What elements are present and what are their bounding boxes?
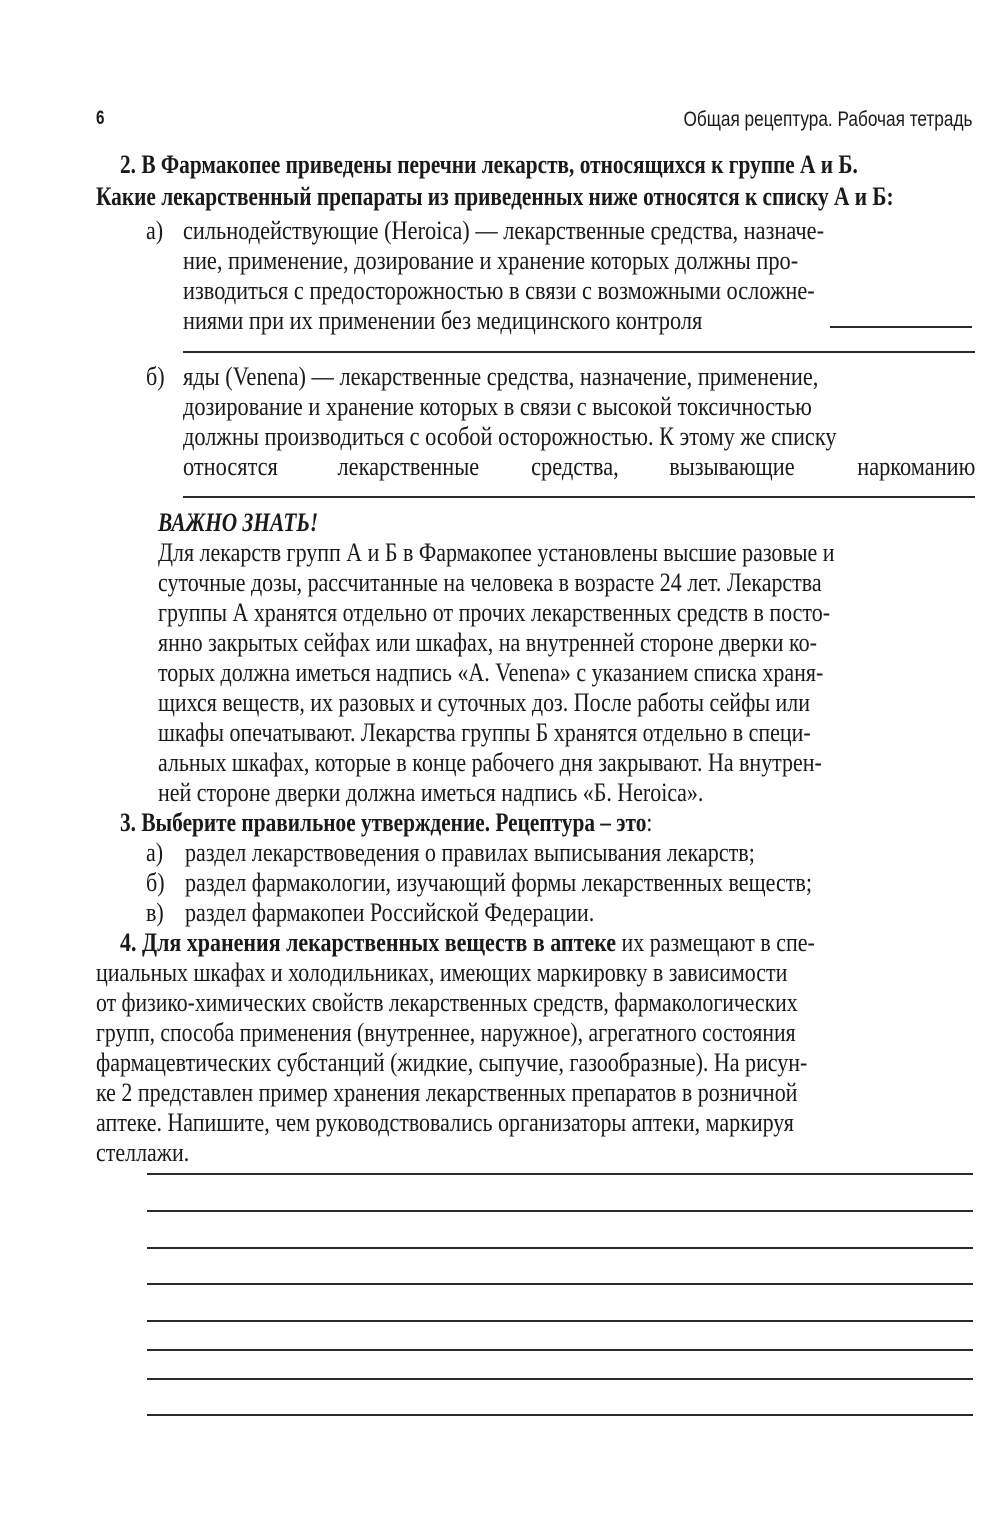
important-line: альных шкафах, которые в конце рабочего дня закрывают. На внутрен- [158,748,822,777]
q2-a-answer-line[interactable] [830,326,972,328]
important-line: суточные дозы, рассчитанные на человека в возрасте 24 лет. Лекарства [158,568,822,597]
q2-b-line: дозирование и хранение которых в связи с высокой токсичностью [183,392,812,421]
q3-option-text: раздел фармакопеи Российской Федерации. [185,898,595,927]
answer-line[interactable] [147,1378,973,1380]
q2-b-line: должны производиться с особой осторожностью. К этому же списку [183,422,837,451]
q2-a-line: изводиться с предосторожностью в связи с возможными осложне- [183,276,815,305]
running-title: Общая рецептура. Рабочая тетрадь [682,108,972,131]
answer-line[interactable] [147,1349,973,1351]
q3-title-bold: 3. Выберите правильное утверждение. Рецептура – это [120,808,647,837]
q4-line: аптеке. Напишите, чем руководствовались организаторы аптеки, маркируя [96,1108,794,1137]
q4-line: циальных шкафах и холодильниках, имеющих маркировку в зависимости [96,958,788,987]
q2-b-line: яды (Venena) — лекарственные средства, назначение, применение, [183,362,819,391]
important-line: группы А хранятся отдельно от прочих лекарственных средств в посто- [158,598,831,627]
q2-a-line: сильнодействующие (Heroica) — лекарственные средства, назначе- [183,216,825,245]
q2-b-answer-line[interactable] [183,496,975,498]
q3-option-label: б) [146,868,165,897]
q4-line: ке 2 представлен пример хранения лекарственных препаратов в розничной [96,1078,798,1107]
page-number: 6 [96,108,105,129]
word: лекарственные [337,452,480,481]
important-line: шкафы опечатывают. Лекарства группы Б хранятся отдельно в специ- [158,718,811,747]
important-line: янно закрытых сейфах или шкафах, на внутренней стороне дверки ко- [158,628,817,657]
answer-line[interactable] [147,1247,973,1249]
q3-option-text: раздел фармакологии, изучающий формы лекарственных веществ; [185,868,813,897]
answer-line[interactable] [147,1210,973,1212]
answer-line[interactable] [147,1173,973,1175]
q2-a-line: ние, применение, дозирование и хранение которых должны про- [183,246,799,275]
q3-option-text: раздел лекарствоведения о правилах выписывания лекарств; [185,838,755,867]
word: относятся [183,452,278,481]
q2-b-line-justified [183,452,975,482]
q4-line: от физико-химических свойств лекарственных средств, фармакологических [96,988,798,1017]
q4-line: групп, способа применения (внутреннее, наружное), агрегатного состояния [96,1018,796,1047]
q3-option-label: а) [146,838,164,867]
q2-title-line2: Какие лекарственный препараты из приведенных ниже относятся к списку А и Б: [96,182,894,211]
q4-line: фармацевтических субстанций (жидкие, сыпучие, газообразные). На рисун- [96,1048,808,1077]
q3-title [120,808,652,838]
q3-option-label: в) [146,898,164,927]
important-line: щихся веществ, их разовых и суточных доз. После работы сейфы или [158,688,811,717]
answer-line[interactable] [147,1414,973,1416]
important-line: торых должна иметься надпись «А. Venena» с указанием списка храня- [158,658,824,687]
q4-title-bold: 4. Для хранения лекарственных веществ в аптеке [120,928,617,957]
q3-title-colon: : [646,808,653,837]
word: средства, [531,452,619,481]
word: вызывающие [668,452,795,481]
answer-line[interactable] [147,1283,973,1285]
important-heading: ВАЖНО ЗНАТЬ! [158,508,319,537]
q2-a-label: а) [146,216,164,245]
q4-first-line [120,928,815,958]
important-line: ней стороне дверки должна иметься надпись «Б. Heroica». [158,778,704,807]
q4-title-rest: их размещают в спе- [616,928,815,957]
word: наркоманию [856,452,975,481]
q2-a-answer-line[interactable] [183,351,975,353]
q4-line: стеллажи. [96,1138,190,1167]
important-line: Для лекарств групп А и Б в Фармакопее установлены высшие разовые и [158,538,835,567]
answer-line[interactable] [147,1320,973,1322]
q2-b-label: б) [146,362,165,391]
q2-title-line1: 2. В Фармакопее приведены перечни лекарств, относящихся к группе А и Б. [120,150,858,179]
q2-a-line: ниями при их применении без медицинского контроля [183,306,703,335]
